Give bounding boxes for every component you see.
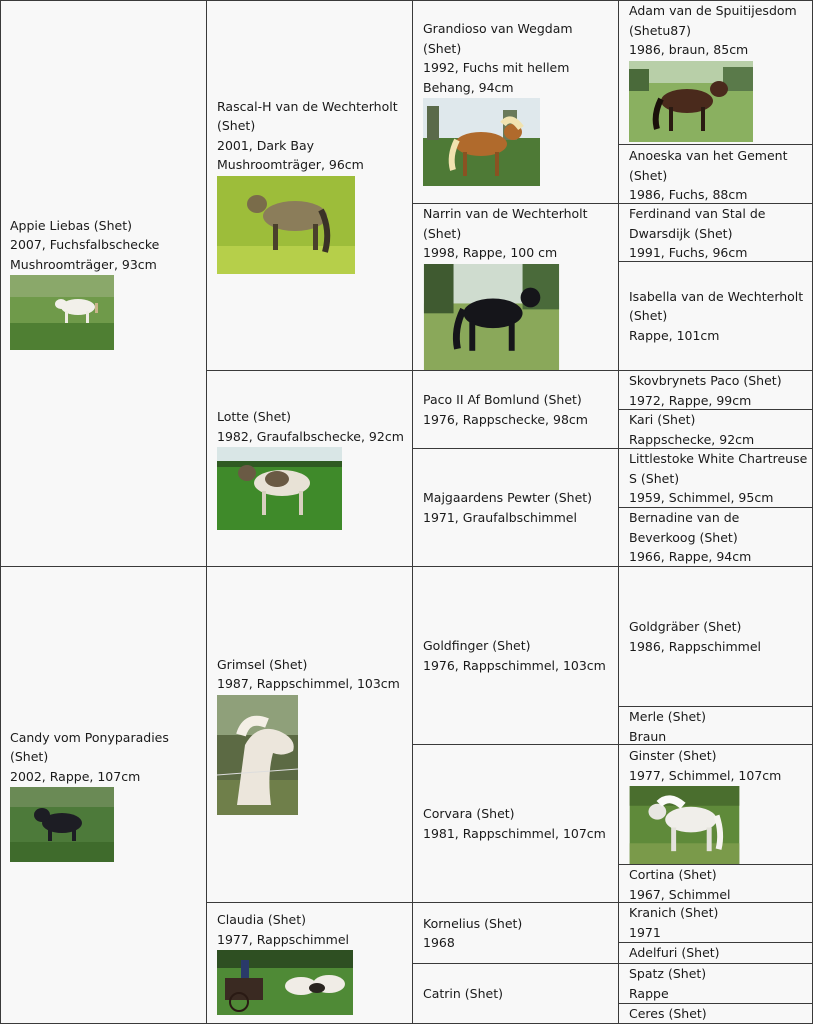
- horse-name: Appie Liebas (Shet): [10, 217, 132, 233]
- horse-name: Kari (Shet): [629, 412, 696, 427]
- pedigree-cell-catrin: [413, 964, 619, 1024]
- pedigree-cell-kranich: [619, 903, 813, 943]
- horse-name: Claudia (Shet): [217, 912, 307, 927]
- pedigree-cell-majgaardens-pewter: [413, 449, 619, 567]
- horse-name: Narrin van de Wechterholt (Shet): [423, 206, 588, 241]
- horse-details: 1968: [423, 935, 455, 950]
- horse-name: Merle (Shet): [629, 709, 706, 724]
- pedigree-cell-candy-vom-ponyparadies: [0, 567, 207, 1024]
- horse-details: 1967, Schimmel: [629, 886, 731, 902]
- horse-name: Candy vom Ponyparadies (Shet): [10, 729, 169, 765]
- pedigree-cell-cortina: [619, 865, 813, 903]
- horse-name: Grimsel (Shet): [217, 656, 308, 672]
- pedigree-cell-isabella: [619, 262, 813, 371]
- pedigree-cell-spatz: [619, 964, 813, 1004]
- horse-photo[interactable]: [217, 950, 353, 1015]
- horse-photo[interactable]: [217, 695, 298, 815]
- horse-name: Kranich (Shet): [629, 905, 719, 920]
- horse-name: Ginster (Shet): [629, 748, 717, 763]
- pedigree-cell-merle: [619, 707, 813, 745]
- horse-details: 1991, Fuchs, 96cm: [629, 245, 748, 260]
- horse-details: Braun: [629, 728, 667, 744]
- pedigree-cell-goldfinger: [413, 567, 619, 745]
- pedigree-cell-narrin: [413, 204, 619, 371]
- horse-details: 2001, Dark Bay Mushroomträger, 96cm: [217, 137, 364, 172]
- horse-details: 1977, Rappschimmel: [217, 931, 349, 947]
- horse-name: Paco II Af Bomlund (Shet): [423, 392, 582, 407]
- horse-details: 1976, Rappschecke, 98cm: [423, 411, 588, 427]
- pedigree-cell-bernadine: [619, 508, 813, 567]
- horse-details: 2002, Rappe, 107cm: [10, 768, 141, 784]
- horse-details: Rappe, 101cm: [629, 327, 720, 343]
- pedigree-cell-claudia: [207, 903, 413, 1024]
- horse-name: Ceres (Shet): [629, 1006, 707, 1021]
- horse-photo[interactable]: [423, 98, 540, 186]
- horse-name: Bernadine van de Beverkoog (Shet): [629, 510, 740, 545]
- horse-details: 1982, Graufalbschecke, 92cm: [217, 428, 404, 444]
- horse-name: Ferdinand van Stal de Dwarsdijk (Shet): [629, 206, 766, 241]
- horse-photo[interactable]: [10, 275, 114, 350]
- horse-details: 1981, Rappschimmel, 107cm: [423, 825, 606, 841]
- pedigree-cell-goldgraeber: [619, 567, 813, 707]
- horse-details: 1966, Rappe, 94cm: [629, 549, 752, 564]
- horse-photo[interactable]: [217, 447, 342, 530]
- horse-details: 1972, Rappe, 99cm: [629, 392, 752, 408]
- pedigree-cell-appie-liebas: [0, 0, 207, 567]
- horse-details: 1992, Fuchs mit hellem Behang, 94cm: [423, 60, 570, 95]
- horse-name: Skovbrynets Paco (Shet): [629, 373, 782, 388]
- pedigree-cell-adelfuri: [619, 943, 813, 964]
- horse-details: 1986, Fuchs, 88cm: [629, 187, 748, 202]
- pedigree-cell-paco-ii: [413, 371, 619, 449]
- pedigree-cell-anoeska: [619, 145, 813, 204]
- horse-details: 1998, Rappe, 100 cm: [423, 245, 558, 260]
- horse-details: 1987, Rappschimmel, 103cm: [217, 676, 400, 691]
- horse-details: Rappschecke, 92cm: [629, 431, 755, 447]
- horse-name: Adam van de Spuitijesdom (Shetu87): [629, 3, 797, 38]
- pedigree-cell-ginster: [619, 745, 813, 865]
- horse-details: 1986, braun, 85cm: [629, 42, 749, 57]
- horse-photo[interactable]: [217, 176, 355, 274]
- horse-details: 1959, Schimmel, 95cm: [629, 490, 774, 505]
- horse-photo[interactable]: [629, 61, 753, 142]
- horse-details: Rappe: [629, 985, 669, 1001]
- horse-name: Grandioso van Wegdam (Shet): [423, 21, 573, 56]
- horse-name: Anoeska van het Gement (Shet): [629, 148, 788, 183]
- horse-name: Isabella van de Wechterholt (Shet): [629, 288, 804, 324]
- pedigree-cell-rascal-h: [207, 0, 413, 371]
- horse-details: 1976, Rappschimmel, 103cm: [423, 657, 606, 673]
- horse-name: Goldgräber (Shet): [629, 619, 742, 634]
- horse-name: Corvara (Shet): [423, 806, 515, 821]
- horse-details: 2007, Fuchsfalbschecke Mushroomträger, 93cm: [10, 237, 160, 272]
- horse-details: 1986, Rappschimmel: [629, 638, 761, 654]
- pedigree-cell-grandioso: [413, 0, 619, 204]
- pedigree-cell-grimsel: [207, 567, 413, 903]
- horse-name: Adelfuri (Shet): [629, 945, 720, 960]
- horse-name: Lotte (Shet): [217, 409, 292, 424]
- horse-name: Rascal-H van de Wechterholt (Shet): [217, 98, 398, 133]
- horse-photo[interactable]: [629, 786, 740, 864]
- horse-name: Goldfinger (Shet): [423, 638, 531, 653]
- horse-name: Littlestoke White Chartreuse S (Shet): [629, 451, 808, 486]
- pedigree-cell-corvara: [413, 745, 619, 903]
- horse-name: Cortina (Shet): [629, 867, 717, 882]
- pedigree-cell-adam: [619, 0, 813, 145]
- horse-photo[interactable]: [10, 787, 114, 862]
- horse-name: Majgaardens Pewter (Shet): [423, 490, 593, 505]
- horse-name: Catrin (Shet): [423, 985, 503, 1001]
- pedigree-cell-skovbrynets-paco: [619, 371, 813, 410]
- pedigree-cell-littlestoke: [619, 449, 813, 508]
- pedigree-cell-kornelius: [413, 903, 619, 964]
- horse-details: 1971: [629, 924, 661, 940]
- horse-name: Spatz (Shet): [629, 966, 707, 981]
- horse-name: Kornelius (Shet): [423, 915, 523, 931]
- pedigree-cell-kari: [619, 410, 813, 449]
- horse-photo[interactable]: [423, 264, 560, 371]
- horse-details: 1971, Graufalbschimmel: [423, 509, 577, 525]
- pedigree-cell-ferdinand: [619, 204, 813, 262]
- horse-details: 1977, Schimmel, 107cm: [629, 767, 782, 783]
- pedigree-cell-ceres: [619, 1004, 813, 1024]
- pedigree-cell-lotte: [207, 371, 413, 567]
